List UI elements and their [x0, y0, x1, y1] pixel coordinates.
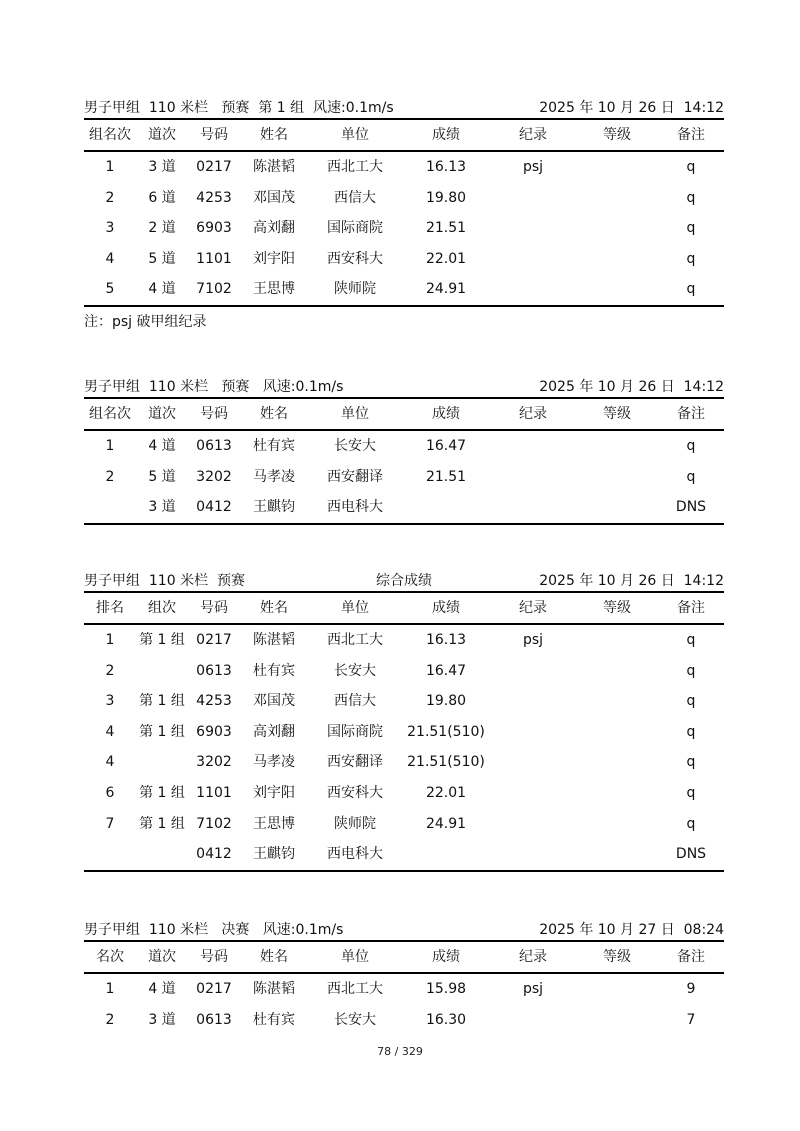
header-bib: 号码: [200, 127, 228, 143]
cell-remark: q: [686, 632, 696, 648]
cell-result: 24.91: [425, 281, 467, 298]
cell-unit: 国际商院: [327, 220, 383, 237]
cell-unit: 西电科大: [327, 499, 383, 516]
cell-unit: 西安科大: [327, 784, 383, 801]
table-row: [84, 431, 724, 462]
header-record: 纪录: [519, 600, 547, 616]
cell-name: 杜有宾: [253, 438, 295, 454]
cell-remark: q: [686, 468, 696, 485]
cell-lane: 第 1 组: [139, 632, 185, 648]
cell-lane: 6 道: [148, 189, 176, 206]
cell-name: 王思博: [253, 815, 295, 832]
cell-name: 王思博: [253, 281, 295, 298]
cell-result: 16.47: [425, 662, 467, 679]
table-row: [84, 244, 724, 275]
final-title: 男子甲组 110 米栏 决赛 风速:0.1m/s: [84, 922, 344, 938]
cell-name: 刘宇阳: [253, 784, 295, 801]
cell-rank: 2: [105, 1011, 115, 1028]
cell-result: 19.80: [425, 693, 467, 710]
cell-name: 王麒钧: [253, 499, 295, 516]
cell-record: psj: [522, 632, 544, 648]
cell-bib: 0217: [196, 632, 232, 648]
cell-bib: 0217: [196, 981, 232, 997]
cell-unit: 西北工大: [327, 632, 383, 648]
cell-bib: 6903: [196, 723, 232, 740]
cell-remark: 7: [686, 1011, 696, 1028]
cell-result: 21.51: [425, 220, 467, 237]
cell-lane: 2 道: [148, 220, 176, 237]
cell-remark: q: [686, 438, 696, 454]
header-record: 纪录: [519, 949, 547, 965]
cell-name: 王麒钧: [253, 846, 295, 863]
heat2-rows: [84, 431, 724, 525]
heat1-note: 注：psj 破甲组纪录: [84, 314, 207, 330]
table-row: [84, 656, 724, 687]
cell-lane: 第 1 组: [139, 815, 185, 832]
heat2-column-headers: [84, 399, 724, 431]
cell-lane: 5 道: [148, 468, 176, 485]
cell-result: 19.80: [425, 189, 467, 206]
heat2-section: [84, 377, 724, 525]
cell-remark: q: [686, 723, 696, 740]
cell-remark: q: [686, 693, 696, 710]
cell-result: 22.01: [425, 784, 467, 801]
final-column-headers: [84, 942, 724, 974]
cell-remark: 9: [686, 981, 696, 997]
heat2-datetime: 2025 年 10 月 26 日 14:12: [539, 379, 724, 395]
header-remark: 备注: [677, 127, 705, 143]
cell-remark: q: [686, 784, 696, 801]
cell-bib: 7102: [196, 281, 232, 298]
cell-remark: DNS: [675, 846, 707, 863]
cell-bib: 0412: [196, 846, 232, 863]
header-remark: 备注: [677, 600, 705, 616]
cell-name: 高刘翻: [253, 723, 295, 740]
cell-remark: q: [686, 815, 696, 832]
table-row: [84, 974, 724, 1005]
cell-bib: 0217: [196, 159, 232, 175]
cell-unit: 陕师院: [334, 281, 376, 298]
header-name: 姓名: [260, 127, 288, 143]
header-grade: 等级: [603, 127, 631, 143]
cell-unit: 西安科大: [327, 250, 383, 267]
cell-bib: 3202: [196, 468, 232, 485]
header-unit: 单位: [341, 949, 369, 965]
table-row: [84, 839, 724, 870]
cell-result: 15.98: [425, 981, 467, 997]
cell-remark: q: [686, 250, 696, 267]
overall-header: [84, 571, 724, 593]
overall-title: 男子甲组 110 米栏 预赛: [84, 573, 245, 589]
header-rank: 名次: [96, 949, 124, 965]
header-bib: 号码: [200, 600, 228, 616]
cell-lane: 4 道: [148, 438, 176, 454]
cell-unit: 西电科大: [327, 846, 383, 863]
cell-rank: 3: [105, 220, 115, 237]
cell-rank: 1: [105, 632, 115, 648]
header-remark: 备注: [677, 406, 705, 422]
cell-rank: 2: [105, 468, 115, 485]
cell-name: 邓国茂: [253, 189, 295, 206]
header-lane: 道次: [148, 949, 176, 965]
table-row: [84, 747, 724, 778]
table-row: [84, 778, 724, 809]
cell-name: 马孝凌: [253, 754, 295, 771]
header-unit: 单位: [341, 127, 369, 143]
header-lane: 道次: [148, 406, 176, 422]
table-row: [84, 183, 724, 214]
cell-unit: 西安翻译: [327, 754, 383, 771]
cell-remark: q: [686, 159, 696, 175]
cell-rank: 4: [105, 723, 115, 740]
cell-bib: 6903: [196, 220, 232, 237]
cell-bib: 7102: [196, 815, 232, 832]
header-bib: 号码: [200, 406, 228, 422]
cell-result: 21.51(510): [407, 754, 485, 771]
final-header: [84, 920, 724, 942]
cell-rank: 5: [105, 281, 115, 298]
cell-unit: 陕师院: [334, 815, 376, 832]
header-name: 姓名: [260, 406, 288, 422]
cell-bib: 1101: [196, 784, 232, 801]
cell-name: 陈湛韬: [253, 632, 295, 648]
cell-rank: 4: [105, 754, 115, 771]
cell-rank: 7: [105, 815, 115, 832]
cell-rank: 1: [105, 159, 115, 175]
header-record: 纪录: [519, 406, 547, 422]
overall-column-headers: [84, 593, 724, 625]
header-rank: 组名次: [89, 406, 131, 422]
cell-lane: 第 1 组: [139, 784, 185, 801]
cell-bib: 0613: [196, 662, 232, 679]
cell-bib: 1101: [196, 250, 232, 267]
header-lane: 组次: [148, 600, 176, 616]
header-record: 纪录: [519, 127, 547, 143]
header-rank: 排名: [96, 600, 124, 616]
header-result: 成绩: [432, 949, 460, 965]
header-name: 姓名: [260, 949, 288, 965]
header-rank: 组名次: [89, 127, 131, 143]
overall-subtitle: 综合成绩: [376, 573, 432, 589]
header-remark: 备注: [677, 949, 705, 965]
cell-unit: 西安翻译: [327, 468, 383, 485]
cell-remark: q: [686, 220, 696, 237]
table-row: [84, 809, 724, 840]
table-row: [84, 462, 724, 493]
cell-result: 21.51: [425, 468, 467, 485]
header-result: 成绩: [432, 600, 460, 616]
heat2-header: [84, 377, 724, 399]
cell-lane: 3 道: [148, 159, 176, 175]
cell-result: 16.13: [425, 632, 467, 648]
cell-bib: 0412: [196, 499, 232, 516]
cell-rank: 3: [105, 693, 115, 710]
header-grade: 等级: [603, 600, 631, 616]
cell-result: 24.91: [425, 815, 467, 832]
heat1-datetime: 2025 年 10 月 26 日 14:12: [539, 100, 724, 116]
cell-unit: 西北工大: [327, 159, 383, 175]
overall-datetime: 2025 年 10 月 26 日 14:12: [539, 573, 724, 589]
cell-lane: 4 道: [148, 981, 176, 997]
table-row: [84, 1005, 724, 1036]
final-section: [84, 920, 724, 1035]
header-lane: 道次: [148, 127, 176, 143]
cell-rank: 2: [105, 189, 115, 206]
cell-bib: 4253: [196, 189, 232, 206]
overall-rows: [84, 625, 724, 872]
cell-remark: q: [686, 662, 696, 679]
header-name: 姓名: [260, 600, 288, 616]
cell-name: 陈湛韬: [253, 159, 295, 175]
cell-name: 杜有宾: [253, 1011, 295, 1028]
header-bib: 号码: [200, 949, 228, 965]
table-row: [84, 625, 724, 656]
cell-rank: 1: [105, 981, 115, 997]
cell-unit: 西信大: [334, 693, 376, 710]
cell-record: psj: [522, 981, 544, 997]
final-datetime: 2025 年 10 月 27 日 08:24: [539, 922, 724, 938]
cell-remark: DNS: [675, 499, 707, 516]
heat1-column-headers: [84, 120, 724, 152]
cell-unit: 西信大: [334, 189, 376, 206]
cell-bib: 3202: [196, 754, 232, 771]
cell-unit: 长安大: [334, 438, 376, 454]
cell-lane: 4 道: [148, 281, 176, 298]
header-grade: 等级: [603, 406, 631, 422]
header-unit: 单位: [341, 406, 369, 422]
cell-record: psj: [522, 159, 544, 175]
cell-bib: 0613: [196, 1011, 232, 1028]
cell-unit: 长安大: [334, 662, 376, 679]
heat2-title: 男子甲组 110 米栏 预赛 风速:0.1m/s: [84, 379, 344, 395]
cell-rank: 2: [105, 662, 115, 679]
header-unit: 单位: [341, 600, 369, 616]
final-rows: [84, 974, 724, 1035]
cell-result: 16.47: [425, 438, 467, 454]
cell-lane: 3 道: [148, 1011, 176, 1028]
cell-remark: q: [686, 754, 696, 771]
header-grade: 等级: [603, 949, 631, 965]
cell-name: 陈湛韬: [253, 981, 295, 997]
cell-name: 马孝凌: [253, 468, 295, 485]
cell-lane: 3 道: [148, 499, 176, 516]
header-result: 成绩: [432, 406, 460, 422]
cell-bib: 4253: [196, 693, 232, 710]
cell-bib: 0613: [196, 438, 232, 454]
table-row: [84, 717, 724, 748]
cell-remark: q: [686, 281, 696, 298]
table-row: [84, 152, 724, 183]
cell-name: 高刘翻: [253, 220, 295, 237]
cell-lane: 第 1 组: [139, 693, 185, 710]
table-row: [84, 492, 724, 523]
page-number: 78 / 329: [377, 1045, 423, 1058]
cell-result: 16.13: [425, 159, 467, 175]
cell-unit: 长安大: [334, 1011, 376, 1028]
header-result: 成绩: [432, 127, 460, 143]
cell-result: 22.01: [425, 250, 467, 267]
heat1-rows: [84, 152, 724, 307]
cell-result: 16.30: [425, 1011, 467, 1028]
cell-rank: 6: [105, 784, 115, 801]
heat1-header: [84, 98, 724, 120]
cell-lane: 5 道: [148, 250, 176, 267]
heat1-section: [84, 98, 724, 307]
cell-unit: 西北工大: [327, 981, 383, 997]
cell-result: 21.51(510): [407, 723, 485, 740]
cell-name: 刘宇阳: [253, 250, 295, 267]
cell-unit: 国际商院: [327, 723, 383, 740]
cell-remark: q: [686, 189, 696, 206]
cell-lane: 第 1 组: [139, 723, 185, 740]
table-row: [84, 213, 724, 244]
cell-rank: 1: [105, 438, 115, 454]
table-row: [84, 274, 724, 305]
overall-section: [84, 571, 724, 872]
heat1-title: 男子甲组 110 米栏 预赛 第 1 组 风速:0.1m/s: [84, 100, 394, 116]
cell-rank: 4: [105, 250, 115, 267]
cell-name: 杜有宾: [253, 662, 295, 679]
cell-name: 邓国茂: [253, 693, 295, 710]
table-row: [84, 686, 724, 717]
